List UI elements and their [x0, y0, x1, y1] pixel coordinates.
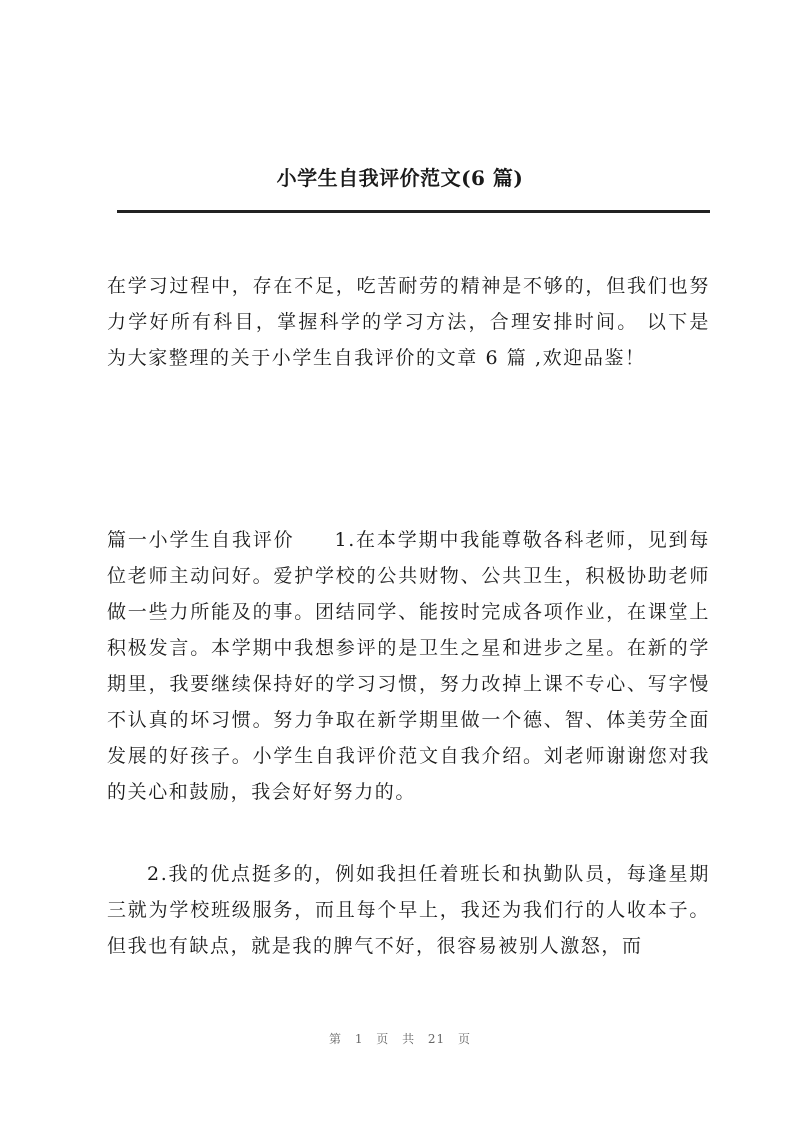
section-1-body: 1.在本学期中我能尊敬各科老师，见到每位老师主动问好。爱护学校的公共财物、公共卫生，积极协助老师做一些力所能及的事。团结同学、能按时完成各项作业，在课堂上积极发言。本学期中我想参评的是卫生之星和进步之星。在新的学期里，我要继续保持好的学习习惯，努力改掉上课不专心、写字慢不认真的坏习惯。努力争取在新学期里做一个德、智、体美劳全面发展的好孩子。小学生自我评价范文自我介绍。刘老师谢谢您对我的关心和鼓励，我会好好努力的。: [107, 529, 710, 803]
section-2-paragraph: 2.我的优点挺多的，例如我担任着班长和执勤队员，每逢星期三就为学校班级服务，而且每个早上，我还为我们行的人收本子。但我也有缺点，就是我的脾气不好，很容易被别人激怒，而: [107, 863, 710, 957]
page-footer: 第 1 页 共 21 页: [329, 1032, 471, 1046]
title-divider: [117, 210, 710, 213]
section-1-heading: 篇一小学生自我评价: [107, 529, 295, 551]
document-title: 小学生自我评价范文(6 篇): [276, 166, 524, 190]
section-1-paragraph: [107, 522, 710, 810]
intro-paragraph: 在学习过程中，存在不足，吃苦耐劳的精神是不够的，但我们也努力学好所有科目，掌握科学的学习方法，合理安排时间。 以下是为大家整理的关于小学生自我评价的文章 6 篇 ,欢迎品鉴！: [107, 275, 710, 369]
